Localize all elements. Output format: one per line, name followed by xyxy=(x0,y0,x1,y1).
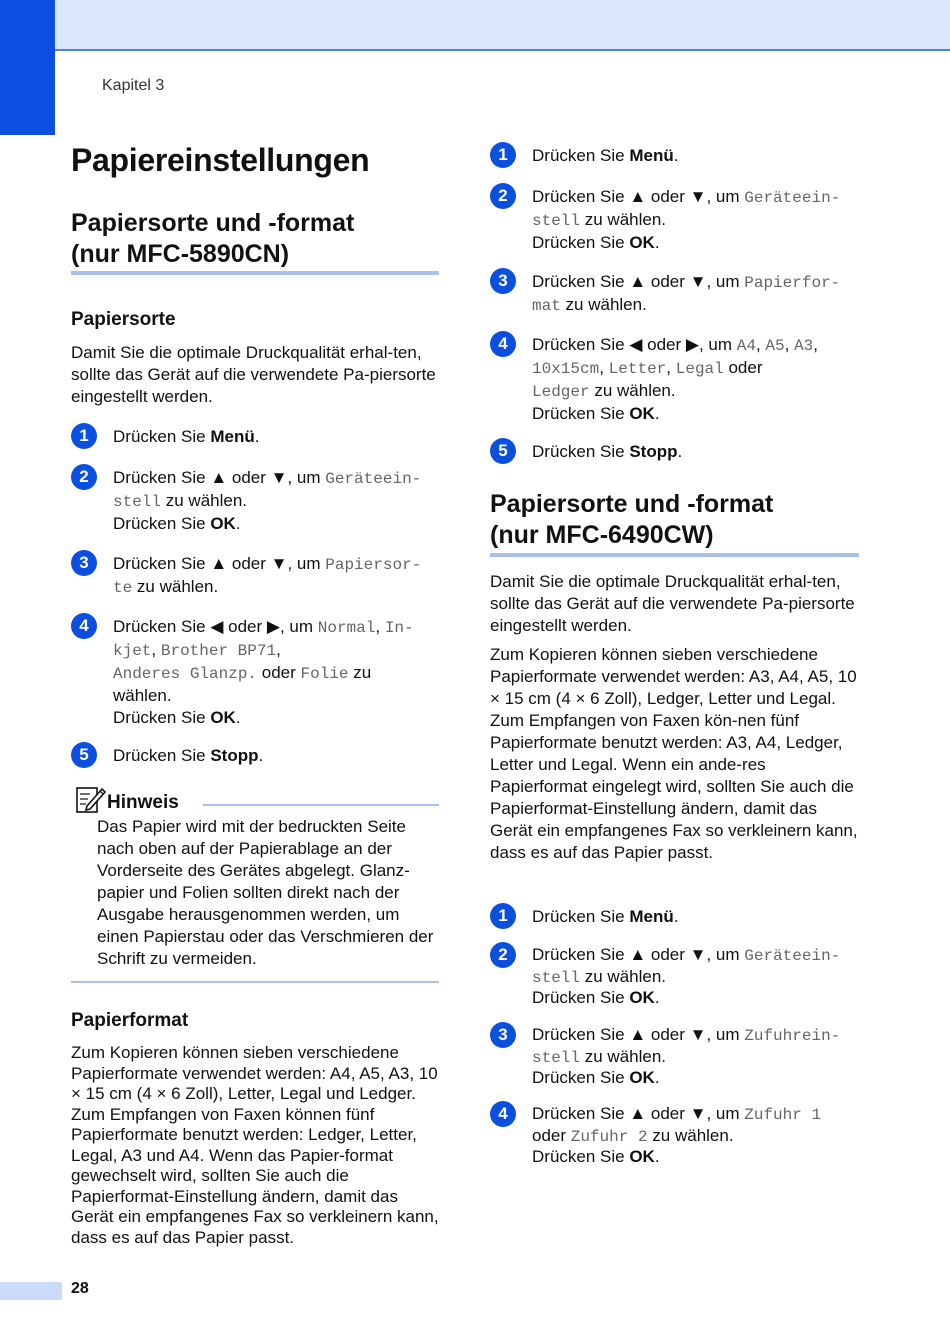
section-title-line2: (nur MFC-6490CW) xyxy=(490,521,714,549)
menu-option: kjet xyxy=(113,642,152,660)
menu-option: stell xyxy=(532,1048,581,1067)
step-text: oder xyxy=(532,1125,571,1145)
step-number: 2 xyxy=(71,464,97,490)
note-rule xyxy=(203,804,439,806)
menu-option: Geräteein- xyxy=(744,947,841,965)
arrow-keys: ▲ oder ▼ xyxy=(629,945,707,964)
separator: , xyxy=(784,335,795,354)
step-text: Drücken Sie xyxy=(532,988,630,1007)
papierformat-paragraph: Zum Kopieren können sieben verschiedene Papierformate verwendet werden: A3, A4, A5, 10 × 15 cm (4 × 6 Zoll), Ledger, Letter und Legal. Zum Empfangen von Faxen kön-nen fünf Papierformate benutzt werden: A3, A4, Ledger, Letter und Legal. Wenn ein ande-res Papierformat eingelegt wird, sollten Sie auch die Papierformat-Einstellung ändern, damit das Gerät ein empfangenes Fax so verkleinern kann, dass es auf das Papier passt. xyxy=(490,645,858,862)
step-text: Drücken Sie xyxy=(532,907,630,926)
step-text: Drücken Sie xyxy=(113,514,211,533)
step-text: Drücken Sie xyxy=(532,404,630,423)
step-text: . xyxy=(677,442,683,461)
separator: , xyxy=(599,358,609,377)
menu-option: A5 xyxy=(765,337,785,355)
subheading-papiersorte: Papiersorte xyxy=(71,309,176,330)
menu-option: Zufuhrein- xyxy=(744,1027,841,1045)
menu-option: stell xyxy=(532,968,581,987)
step-text: Drücken Sie xyxy=(532,1147,630,1166)
section-title-line2: (nur MFC-5890CN) xyxy=(71,240,290,268)
step-text: Drücken Sie xyxy=(532,272,630,291)
arrow-keys: ▲ oder ▼ xyxy=(629,1104,707,1123)
step-2 xyxy=(490,942,859,1009)
step-number: 4 xyxy=(71,613,97,639)
step-text: zu wählen. xyxy=(580,966,667,986)
menu-option: mat xyxy=(532,297,561,315)
note-header xyxy=(71,788,439,818)
separator: , xyxy=(375,617,385,636)
step-text: Drücken Sie xyxy=(532,335,630,354)
separator: , xyxy=(755,335,766,354)
arrow-keys: ▲ oder ▼ xyxy=(210,554,288,573)
note-pencil-icon xyxy=(75,784,107,814)
step-number: 2 xyxy=(490,942,516,968)
step-text: zu xyxy=(348,663,372,682)
step-2 xyxy=(490,183,859,254)
step-text: Drücken Sie xyxy=(532,146,630,165)
header-band xyxy=(0,0,950,51)
step-text: . xyxy=(235,514,241,533)
menu-option: Papierfor- xyxy=(744,274,841,292)
step-text: . xyxy=(235,708,241,727)
menu-option: stell xyxy=(532,212,581,230)
step-text: . xyxy=(673,146,679,165)
step-text: , um xyxy=(287,554,326,573)
step-5 xyxy=(71,742,439,767)
key-label: Menü xyxy=(629,146,674,165)
step-text: Drücken Sie xyxy=(532,442,630,461)
step-text: . xyxy=(258,746,264,765)
separator: oder xyxy=(257,663,301,682)
section-rule xyxy=(71,271,439,275)
key-label: Menü xyxy=(210,427,255,446)
step-2 xyxy=(71,464,439,535)
menu-option: Letter xyxy=(608,360,667,378)
key-label: Stopp xyxy=(210,746,259,765)
menu-option: A3 xyxy=(794,337,814,355)
step-1 xyxy=(490,903,859,928)
separator: , xyxy=(666,358,676,377)
step-text: . xyxy=(654,988,660,1007)
step-text: oder xyxy=(723,358,763,377)
step-text: , um xyxy=(698,335,737,354)
step-number: 5 xyxy=(71,742,97,768)
separator: , xyxy=(813,335,818,354)
step-text: wählen. xyxy=(113,686,172,705)
section-heading-6490 xyxy=(490,489,859,551)
step-number: 4 xyxy=(490,331,516,357)
menu-option: Ledger xyxy=(532,383,590,401)
step-text: , um xyxy=(706,1025,745,1044)
step-text: Drücken Sie xyxy=(532,1068,630,1087)
key-label: OK xyxy=(210,708,236,727)
arrow-keys: ◀ oder ▶ xyxy=(210,617,280,636)
step-text: . xyxy=(654,1068,660,1087)
step-text: Drücken Sie xyxy=(532,1104,630,1123)
step-number: 3 xyxy=(490,1022,516,1048)
note-end-rule xyxy=(71,981,439,983)
menu-option: A4 xyxy=(736,337,756,355)
key-label: OK xyxy=(629,988,655,1007)
step-text: . xyxy=(654,1147,660,1166)
step-5 xyxy=(490,438,859,463)
key-label: OK xyxy=(629,1147,655,1166)
arrow-keys: ▲ oder ▼ xyxy=(210,468,288,487)
step-text: Drücken Sie xyxy=(113,427,211,446)
step-text: , um xyxy=(706,945,745,964)
menu-option: Geräteein- xyxy=(325,470,422,488)
step-text: Drücken Sie xyxy=(113,708,211,727)
step-number: 3 xyxy=(71,550,97,576)
papierformat-paragraph: Zum Kopieren können sieben verschiedene Papierformate verwendet werden: A4, A5, A3, 10 × 15 cm (4 × 6 Zoll), Letter, Legal und Ledger. Zum Empfangen von Faxen können fünf Papierformate benutzt werden: Ledger, Letter, Legal, A3 und A4. Wenn das Papier-format gewechselt wird, sollten Sie auch die Papierformat-Einstellung ändern, damit das Gerät ein empfangenes Fax so verkleinern kann, dass es auf das Papier passt. xyxy=(71,1043,439,1247)
arrow-keys: ▲ oder ▼ xyxy=(629,187,707,206)
section-title-line1: Papiersorte und -format xyxy=(71,209,355,237)
key-label: OK xyxy=(629,404,655,423)
separator: , xyxy=(151,640,161,659)
step-text: , um xyxy=(706,272,745,291)
menu-option: Zufuhr 1 xyxy=(744,1106,822,1124)
menu-option: te xyxy=(113,579,133,597)
step-text: zu wählen. xyxy=(560,295,647,314)
step-number: 1 xyxy=(490,903,516,929)
note-title: Hinweis xyxy=(107,792,179,813)
subheading-papierformat: Papierformat xyxy=(71,1010,189,1031)
page-number: 28 xyxy=(71,1280,89,1297)
step-text: Drücken Sie xyxy=(113,746,211,765)
step-number: 5 xyxy=(490,438,516,464)
page-number-band xyxy=(0,1282,62,1300)
step-text: zu wählen. xyxy=(580,210,667,229)
menu-option: Geräteein- xyxy=(744,189,841,207)
step-text: Drücken Sie xyxy=(113,468,211,487)
key-label: Stopp xyxy=(629,442,678,461)
step-text: , um xyxy=(279,617,318,636)
step-4 xyxy=(490,331,859,425)
key-label: Menü xyxy=(629,907,674,926)
menu-option: 10x15cm xyxy=(532,360,600,378)
step-text: zu wählen. xyxy=(647,1125,734,1145)
menu-option: Normal xyxy=(317,619,376,637)
section-rule xyxy=(490,553,859,557)
step-text: . xyxy=(654,404,660,423)
menu-option: Papiersor- xyxy=(325,556,422,574)
arrow-keys: ▲ oder ▼ xyxy=(629,1025,707,1044)
key-label: OK xyxy=(629,1068,655,1087)
step-text: . xyxy=(654,233,660,252)
step-1 xyxy=(71,423,439,448)
key-label: OK xyxy=(210,514,236,533)
intro-paragraph: Damit Sie die optimale Druckqualität erhal-ten, sollte das Gerät auf die verwendete Pa-piersorte eingestellt werden. xyxy=(490,572,855,635)
note-text: Das Papier wird mit der bedruckten Seite nach oben auf der Papierablage an der Vorderseite des Gerätes abgelegt. Glanz-papier und Folien sollten direkt nach der Ausgabe herausgenommen werden, um einen Papierstau oder das Verschmieren der Schrift zu vermeiden. xyxy=(97,817,434,968)
step-text: zu wählen. xyxy=(161,491,248,510)
step-3 xyxy=(71,550,439,599)
section-title-line1: Papiersorte und -format xyxy=(490,490,774,518)
step-text: zu wählen. xyxy=(589,381,676,400)
menu-option: Folie xyxy=(300,665,349,683)
section-heading-5890 xyxy=(71,208,439,270)
step-number: 1 xyxy=(490,142,516,168)
intro-paragraph: Damit Sie die optimale Druckqualität erhal-ten, sollte das Gerät auf die verwendete Pa-piersorte eingestellt werden. xyxy=(71,343,436,406)
step-number: 1 xyxy=(71,423,97,449)
menu-option: Legal xyxy=(675,360,724,378)
step-text: Drücken Sie xyxy=(113,617,211,636)
step-number: 3 xyxy=(490,268,516,294)
key-label: OK xyxy=(629,233,655,252)
step-text: . xyxy=(254,427,260,446)
step-text: , um xyxy=(706,1104,745,1123)
step-text: Drücken Sie xyxy=(532,1025,630,1044)
step-text: Drücken Sie xyxy=(532,945,630,964)
step-text: , um xyxy=(706,187,745,206)
menu-option: Zufuhr 2 xyxy=(570,1127,648,1146)
step-4 xyxy=(490,1101,859,1168)
step-3 xyxy=(490,268,859,317)
step-number: 4 xyxy=(490,1101,516,1127)
step-text: . xyxy=(673,907,679,926)
step-1 xyxy=(490,142,859,167)
separator: , xyxy=(276,640,281,659)
step-text: Drücken Sie xyxy=(113,554,211,573)
chapter-label: Kapitel 3 xyxy=(102,77,165,94)
menu-option: stell xyxy=(113,493,162,511)
step-number: 2 xyxy=(490,183,516,209)
step-3 xyxy=(490,1022,859,1089)
menu-option: Brother BP71 xyxy=(160,642,277,660)
arrow-keys: ▲ oder ▼ xyxy=(629,272,707,291)
step-4 xyxy=(71,613,439,729)
step-text: Drücken Sie xyxy=(532,187,630,206)
step-text: zu wählen. xyxy=(132,577,219,596)
menu-option: In- xyxy=(384,619,414,637)
chapter-tab xyxy=(0,0,55,135)
step-text: zu wählen. xyxy=(580,1046,667,1066)
step-text: Drücken Sie xyxy=(532,233,630,252)
page-title: Papiereinstellungen xyxy=(71,142,370,178)
menu-option: Anderes Glanzp. xyxy=(113,665,258,683)
arrow-keys: ◀ oder ▶ xyxy=(629,335,699,354)
step-text: , um xyxy=(287,468,326,487)
